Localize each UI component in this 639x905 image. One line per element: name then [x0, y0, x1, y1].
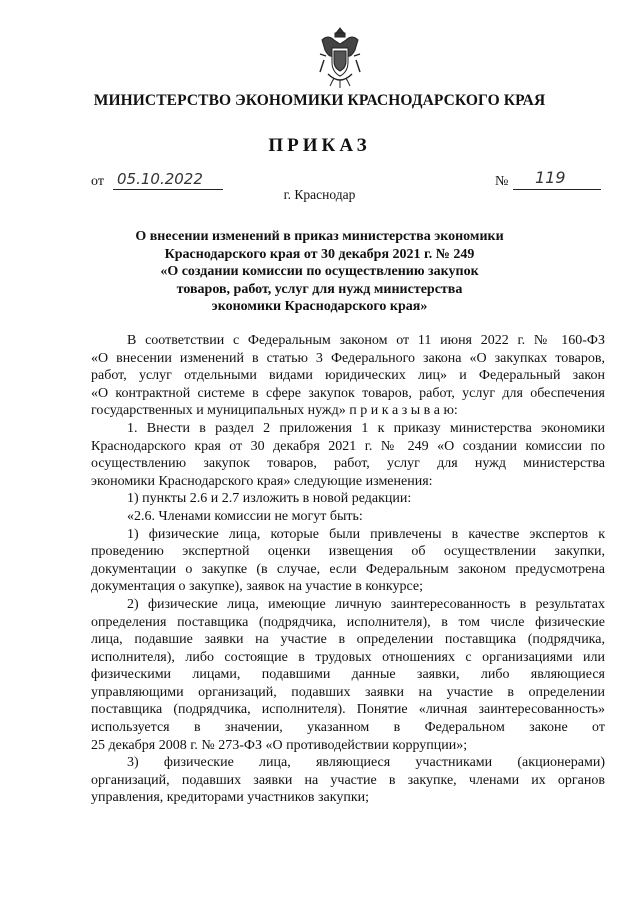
number-value: 119 — [535, 168, 566, 187]
krasnodar-coat-of-arms-icon — [316, 26, 364, 90]
body-line: организаций, подавших заявки на участие в закупке, членами их органов — [91, 772, 605, 788]
body-line: 1) физические лица, которые были привлечены в качестве экспертов к — [127, 526, 605, 542]
subject-line: экономики Краснодарского края» — [211, 299, 428, 314]
body-line: определения поставщика (подрядчика, исполнителя), в том числе физические — [91, 614, 605, 630]
body-line: 2) физические лица, имеющие личную заинтересованность в результатах — [127, 596, 605, 612]
body-line: лица, подавшие заявки на участие в определении поставщика (подрядчика, — [91, 632, 605, 648]
subject-line: товаров, работ, услуг для нужд министерства — [176, 281, 463, 297]
body-line: используется в значении, указанном в Федеральном законе от — [91, 720, 605, 736]
body-line: 25 декабря 2008 г. № 273-ФЗ «О противодействии коррупции»; — [91, 737, 468, 753]
subject-line: Краснодарского края от 30 декабря 2021 г. № 249 — [164, 246, 475, 262]
body-line: поставщика (подрядчика, исполнителя). Понятие «личная заинтересованность» — [91, 702, 605, 718]
body-line: В соответствии с Федеральным законом от 11 июня 2022 г. № 160-ФЗ — [127, 333, 605, 348]
date-prefix: от — [91, 174, 104, 189]
body-line: осуществлению закупок товаров, работ, услуг для нужд министерства — [91, 456, 605, 472]
body-line: физическими лицами, подавшими данные заявки, либо являющиеся — [91, 667, 605, 683]
body-line: управляющими организаций, подавших заявки на участие в определении — [91, 684, 605, 700]
body-line: работ, услуг отдельными видами юридических лиц» и Федеральный закон — [91, 368, 605, 384]
body-line: Краснодарского края от 30 декабря 2021 г. № 249 «О создании комиссии по — [91, 438, 605, 454]
ministry-name: МИНИСТЕРСТВО ЭКОНОМИКИ КРАСНОДАРСКОГО КРАЯ — [93, 92, 546, 109]
body-line: «2.6. Членами комиссии не могут быть: — [127, 508, 363, 524]
date-value: 05.10.2022 — [117, 170, 203, 188]
order-body — [91, 332, 605, 807]
body-line: экономики Краснодарского края» следующие изменения: — [91, 473, 433, 489]
body-line: исполнителя), либо состоящие в трудовых отношениях с организациями или — [91, 649, 605, 665]
subject-line: О внесении изменений в приказ министерства экономики — [135, 229, 504, 244]
body-line: проведению экспертной оценки извещения об осуществлении закупки, — [91, 544, 605, 560]
body-line: государственных и муниципальных нужд» п р и к а з ы в а ю: — [91, 403, 458, 419]
body-line: 1) пункты 2.6 и 2.7 изложить в новой редакции: — [127, 491, 412, 507]
city: г. Краснодар — [283, 187, 356, 202]
body-line: «О внесении изменений в статью 3 Федерального закона «О закупках товаров, — [91, 350, 605, 366]
order-title: ПРИКАЗ — [268, 135, 371, 156]
subject-line: «О создании комиссии по осуществлению закупок — [160, 264, 479, 279]
body-line: 3) физические лица, являющиеся участниками (акционерами) — [127, 755, 605, 771]
body-line: документация о закупке), заявок на участие в конкурсе; — [91, 579, 423, 595]
body-line: документации о закупке (в случае, если Федеральным законом предусмотрена — [91, 561, 605, 577]
body-line: управления, кредиторами участников закупки; — [91, 790, 369, 806]
body-line: «О контрактной системе в сфере закупок товаров, работ, услуг для обеспечения — [91, 385, 605, 401]
order-subject — [60, 228, 579, 316]
body-line: 1. Внести в раздел 2 приложения 1 к приказу министерства экономики — [127, 420, 605, 436]
number-prefix: № — [495, 174, 509, 189]
